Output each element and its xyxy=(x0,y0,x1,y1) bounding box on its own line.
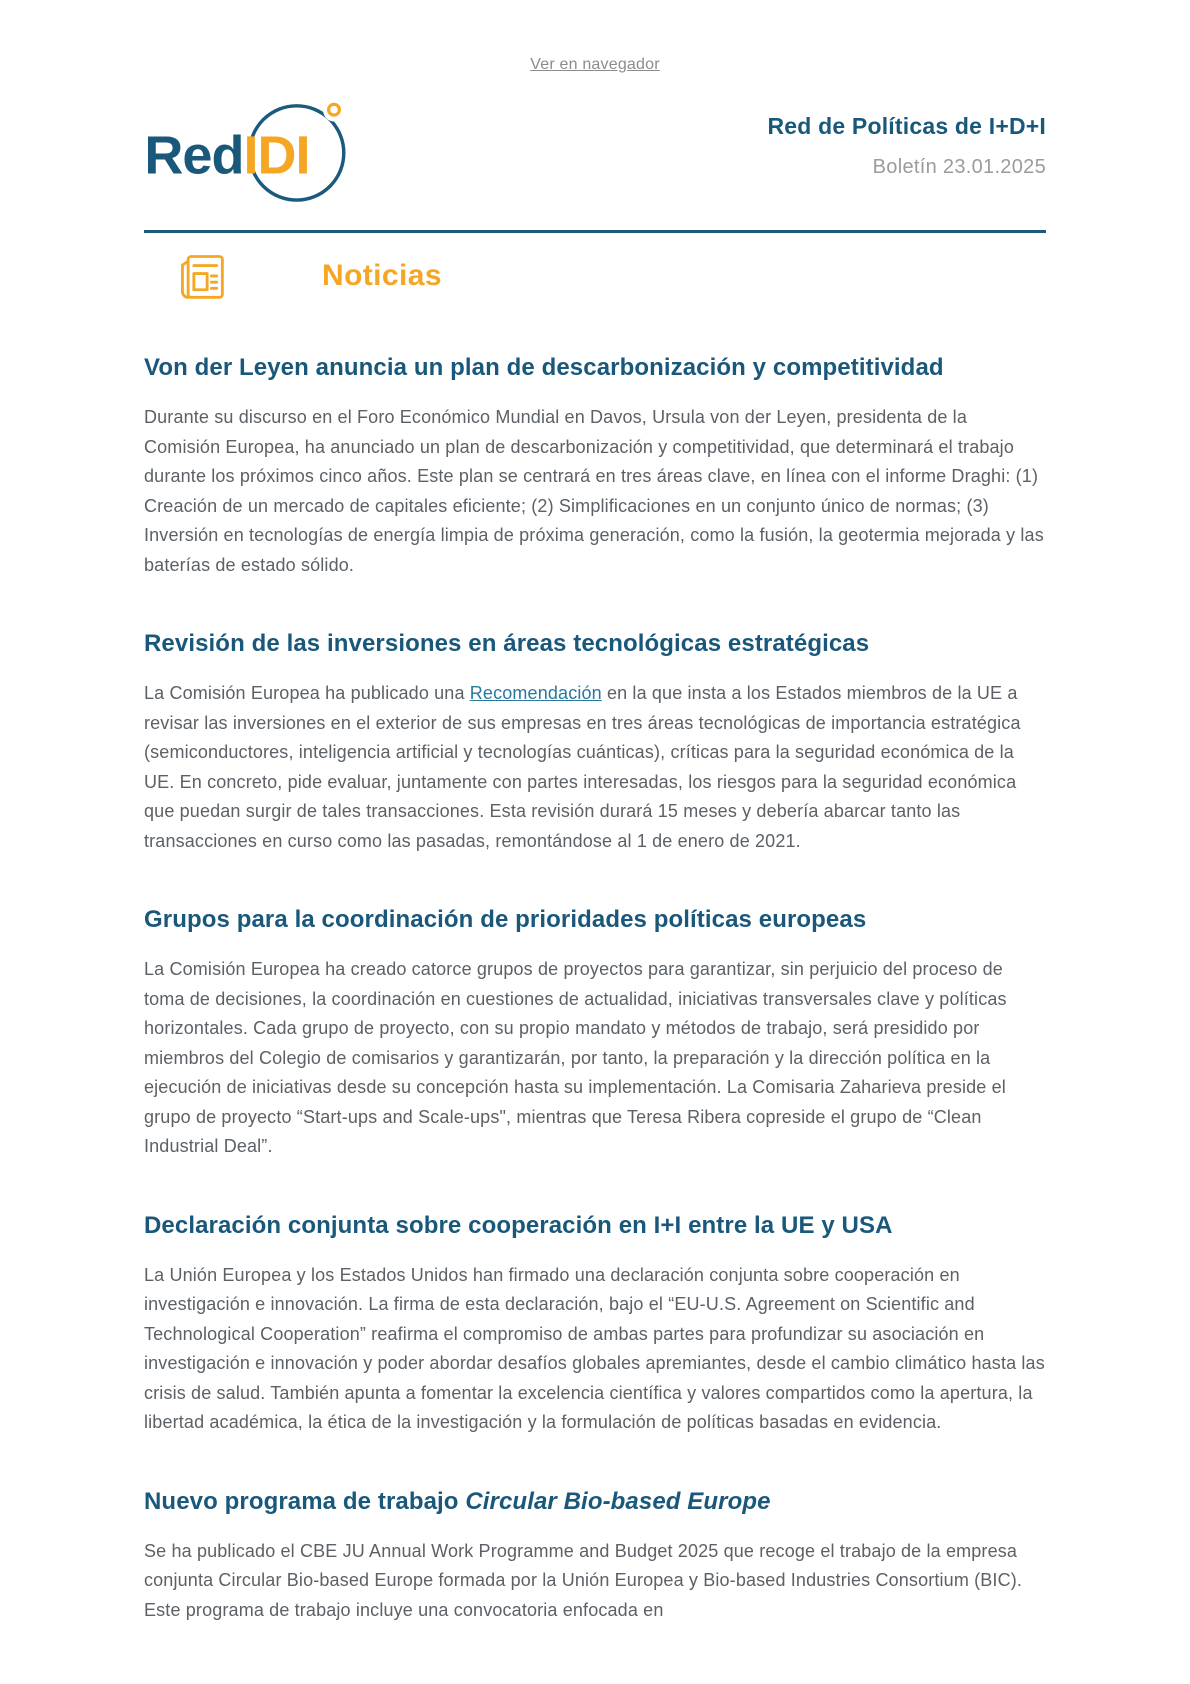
recomendacion-link[interactable]: Recomendación xyxy=(469,683,602,703)
article-body: Se ha publicado el CBE JU Annual Work Programme and Budget 2025 que recoge el trabajo de la empresa conjunta Circular Bio-based Europe formada por la Unión Europea y Bio-based Industries Consortium (BIC). Este programa de trabajo incluye una convocatoria enfocada en xyxy=(144,1540,1023,1620)
header-divider xyxy=(144,230,1046,233)
logo-text-red: Red xyxy=(144,125,244,186)
article-von-der-leyen xyxy=(144,354,1046,580)
article-body: La Comisión Europea ha creado catorce grupos de proyectos para garantizar, sin perjuicio del proceso de toma de decisiones, la coordinación en cuestiones de actualidad, iniciativas transversales clave y políticas horizontales. Cada grupo de proyecto, con su propio mandato y métodos de trabajo, será presidido por miembros del Colegio de comisarios y garantizarán, por tanto, la preparación y la dirección política en la ejecución de iniciativas desde su concepción hasta su implementación. La Comisaria Zaharieva preside el grupo de proyecto “Start-ups and Scale-ups", mientras que Teresa Ribera copreside el grupo de “Clean Industrial Deal”. xyxy=(144,959,1007,1156)
article-body xyxy=(144,679,1046,856)
view-in-browser-row xyxy=(144,56,1046,74)
article-title-regular: Nuevo programa de trabajo xyxy=(144,1487,466,1515)
article-body: Durante su discurso en el Foro Económico Mundial en Davos, Ursula von der Leyen, presidenta de la Comisión Europea, ha anunciado un plan de descarbonización y competitividad, que determinará el trabajo durante los próximos cinco años. Este plan se centrará en tres áreas clave, en línea con el informe Draghi: (1) Creación de un mercado de capitales eficiente; (2) Simplificaciones en un conjunto único de normas; (3) Inversión en tecnologías de energía limpia de próxima generación, como la fusión, la geotermia mejorada y las baterías de estado sólido. xyxy=(144,407,1044,575)
newsletter-issue-date: Boletín 23.01.2025 xyxy=(872,156,1046,178)
brand-block xyxy=(767,113,1046,185)
noticias-section-header xyxy=(144,247,1046,304)
article-body-text: La Comisión Europea ha publicado una xyxy=(144,683,470,703)
logo-text-idi: IDI xyxy=(243,125,310,186)
article-title xyxy=(144,1488,1046,1516)
article-title: Von der Leyen anuncia un plan de descarbonización y competitividad xyxy=(144,354,944,381)
article-cbe-programa xyxy=(144,1488,1046,1626)
article-body: La Unión Europea y los Estados Unidos han firmado una declaración conjunta sobre cooperación en investigación e innovación. La firma de esta declaración, bajo el “EU-U.S. Agreement on Scientific and Technological Cooperation” reafirma el compromiso de ambas partes para profundizar su asociación en investigación e innovación y poder abordar desafíos globales apremiantes, desde el cambio climático hasta las crisis de salud. También apunta a fomentar la excelencia científica y valores compartidos como la apertura, la libertad académica, la ética de la investigación y la formulación de políticas basadas en evidencia. xyxy=(144,1264,1045,1432)
section-title-noticias: Noticias xyxy=(322,258,442,292)
newsletter-header xyxy=(144,94,1046,204)
newsletter-title: Red de Políticas de I+D+I xyxy=(767,113,1046,139)
article-title-italic: Circular Bio-based Europe xyxy=(465,1487,771,1515)
article-declaracion-ue-usa xyxy=(144,1212,1046,1438)
newspaper-icon xyxy=(172,247,229,304)
logo-wordmark xyxy=(144,126,309,186)
view-in-browser-link[interactable]: Ver en navegador xyxy=(530,56,660,73)
article-grupos-coordinacion xyxy=(144,906,1046,1162)
newsletter-page xyxy=(144,0,1046,1625)
redidi-logo xyxy=(144,94,356,204)
article-title: Declaración conjunta sobre cooperación en I+I entre la UE y USA xyxy=(144,1211,893,1239)
article-title: Revisión de las inversiones en áreas tecnológicas estratégicas xyxy=(144,630,870,657)
article-revision-inversiones xyxy=(144,630,1046,856)
article-title: Grupos para la coordinación de prioridades políticas europeas xyxy=(144,906,867,933)
article-body-text: en la que insta a los Estados miembros de la UE a revisar las inversiones en el exterior de sus empresas en tres áreas tecnológicas de importancia estratégica (semiconductores, inteligencia artificial y tecnologías cuánticas), críticas para la seguridad económica de la UE. En concreto, pide evaluar, juntamente con partes interesadas, los riesgos para la seguridad económica que puedan surgir de tales transacciones. Esta revisión durará 15 meses y debería abarcar tanto las transacciones en curso como las pasadas, remontándose al 1 de enero de 2021. xyxy=(144,683,1021,851)
